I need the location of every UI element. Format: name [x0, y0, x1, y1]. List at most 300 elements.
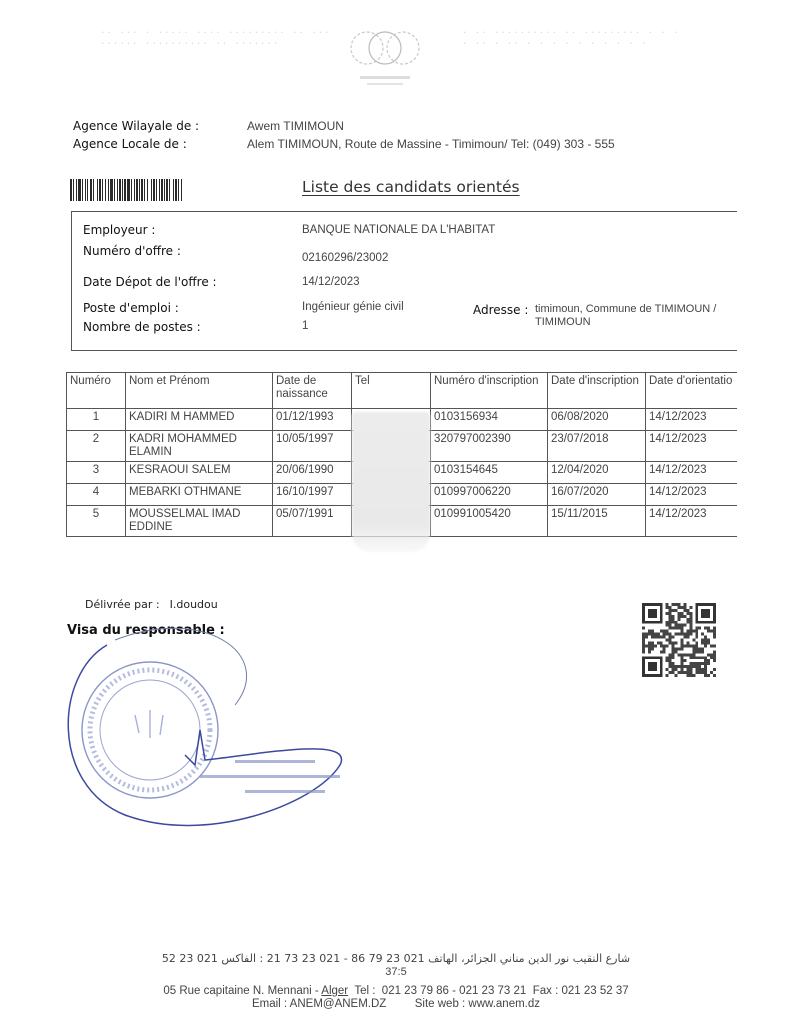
- qr-module: [689, 612, 692, 615]
- qr-module: [704, 665, 707, 668]
- deposit-date-label: Date Dépot de l'offre :: [83, 275, 217, 289]
- cell-orientation-date: 14/12/2023: [646, 409, 737, 431]
- qr-module: [710, 644, 713, 647]
- qr-module: [692, 653, 695, 656]
- cell-birth-date: 05/07/1991: [273, 506, 352, 537]
- qr-module: [666, 630, 669, 633]
- qr-module: [672, 603, 675, 606]
- qr-module: [710, 656, 713, 659]
- qr-module: [686, 636, 689, 639]
- qr-module: [672, 656, 675, 659]
- qr-module: [704, 674, 707, 677]
- footer-french-address: [0, 985, 792, 997]
- deposit-date-value: 14/12/2023: [302, 276, 360, 288]
- cell-numero: 3: [67, 462, 126, 484]
- qr-module: [660, 636, 663, 639]
- qr-module: [666, 633, 669, 636]
- qr-module: [651, 636, 654, 639]
- qr-module: [660, 644, 663, 647]
- qr-module: [686, 668, 689, 671]
- qr-module: [698, 671, 701, 674]
- cell-name: MEBARKI OTHMANE: [126, 484, 273, 506]
- qr-module: [704, 644, 707, 647]
- qr-module: [695, 665, 698, 668]
- qr-module: [675, 609, 678, 612]
- qr-module: [704, 659, 707, 662]
- qr-module: [678, 665, 681, 668]
- qr-finder: [701, 609, 710, 618]
- qr-module: [689, 674, 692, 677]
- qr-module: [704, 668, 707, 671]
- qr-module: [686, 644, 689, 647]
- qr-module: [689, 662, 692, 665]
- qr-module: [680, 630, 683, 633]
- qr-module: [669, 662, 672, 665]
- qr-module: [660, 641, 663, 644]
- qr-module: [669, 624, 672, 627]
- cell-birth-date: 01/12/1993: [273, 409, 352, 431]
- agency-locale-label: Agence Locale de :: [73, 137, 187, 151]
- column-header-tel: Tel: [352, 373, 431, 409]
- qr-module: [672, 627, 675, 630]
- barcode-icon: [70, 179, 270, 201]
- qr-module: [675, 665, 678, 668]
- qr-module: [695, 671, 698, 674]
- qr-module: [701, 647, 704, 650]
- positions-count-label: Nombre de postes :: [83, 320, 201, 334]
- qr-module: [675, 641, 678, 644]
- qr-module: [675, 621, 678, 624]
- qr-module: [663, 647, 666, 650]
- qr-module: [651, 644, 654, 647]
- qr-finder: [648, 609, 657, 618]
- qr-module: [680, 606, 683, 609]
- position-label: Poste d'emploi :: [83, 301, 179, 315]
- qr-module: [669, 633, 672, 636]
- letterhead-left: [100, 28, 330, 50]
- qr-module: [672, 647, 675, 650]
- qr-module: [675, 650, 678, 653]
- qr-module: [680, 659, 683, 662]
- cell-orientation-date: 14/12/2023: [646, 431, 737, 462]
- qr-module: [651, 633, 654, 636]
- qr-module: [669, 653, 672, 656]
- qr-module: [686, 609, 689, 612]
- qr-module: [689, 644, 692, 647]
- qr-module: [675, 603, 678, 606]
- cell-birth-date: 16/10/1997: [273, 484, 352, 506]
- qr-module: [672, 650, 675, 653]
- qr-module: [710, 630, 713, 633]
- footer-web: [0, 998, 792, 1010]
- qr-module: [675, 624, 678, 627]
- qr-module: [683, 659, 686, 662]
- qr-module: [704, 656, 707, 659]
- qr-module: [689, 671, 692, 674]
- qr-module: [680, 662, 683, 665]
- cell-numero: 4: [67, 484, 126, 506]
- qr-module: [648, 630, 651, 633]
- qr-module: [683, 665, 686, 668]
- footer-city: Alger: [321, 985, 349, 997]
- qr-module: [704, 639, 707, 642]
- qr-module: [698, 656, 701, 659]
- qr-module: [648, 644, 651, 647]
- qr-module: [689, 656, 692, 659]
- barcode-bar: [182, 179, 184, 201]
- qr-module: [680, 644, 683, 647]
- cell-numero: 1: [67, 409, 126, 431]
- anem-logo-icon: [345, 26, 425, 92]
- letterhead-left-line: ······ ·········· ·· ·······: [100, 39, 280, 49]
- qr-module: [669, 627, 672, 630]
- cell-inscription-date: 16/07/2020: [548, 484, 646, 506]
- qr-module: [669, 615, 672, 618]
- qr-module: [692, 630, 695, 633]
- qr-module: [680, 615, 683, 618]
- qr-module: [680, 639, 683, 642]
- qr-module: [713, 653, 716, 656]
- footer-website: Site web : www.anem.dz: [414, 998, 541, 1010]
- qr-module: [648, 641, 651, 644]
- qr-module: [654, 633, 657, 636]
- qr-module: [713, 656, 716, 659]
- qr-module: [663, 630, 666, 633]
- qr-module: [680, 633, 683, 636]
- qr-module: [680, 627, 683, 630]
- footer-email: Email : ANEM@ANEM.DZ: [251, 998, 387, 1010]
- qr-module: [672, 671, 675, 674]
- qr-module: [704, 671, 707, 674]
- qr-module: [683, 624, 686, 627]
- qr-module: [683, 603, 686, 606]
- qr-module: [713, 630, 716, 633]
- cell-inscription-number: 0103156934: [431, 409, 548, 431]
- qr-module: [689, 627, 692, 630]
- qr-module: [686, 630, 689, 633]
- qr-module: [707, 639, 710, 642]
- qr-module: [707, 641, 710, 644]
- qr-module: [686, 641, 689, 644]
- footer-address-prefix: 05 Rue capitaine N. Mennani -: [163, 985, 322, 997]
- qr-module: [695, 647, 698, 650]
- qr-module: [669, 639, 672, 642]
- letterhead-right: [462, 28, 680, 50]
- qr-module: [698, 627, 701, 630]
- qr-module: [701, 656, 704, 659]
- qr-module: [675, 633, 678, 636]
- qr-module: [692, 650, 695, 653]
- qr-module: [678, 647, 681, 650]
- qr-module: [707, 662, 710, 665]
- qr-module: [713, 644, 716, 647]
- qr-module: [689, 668, 692, 671]
- qr-module: [689, 606, 692, 609]
- qr-module: [678, 633, 681, 636]
- column-header-inscription-date: Date d'inscription: [548, 373, 646, 409]
- qr-module: [678, 624, 681, 627]
- qr-module: [686, 665, 689, 668]
- qr-module: [680, 641, 683, 644]
- qr-module: [692, 644, 695, 647]
- qr-module: [666, 621, 669, 624]
- qr-module: [701, 639, 704, 642]
- qr-module: [704, 627, 707, 630]
- qr-module: [648, 647, 651, 650]
- qr-module: [692, 674, 695, 677]
- qr-module: [669, 656, 672, 659]
- qr-module: [695, 650, 698, 653]
- qr-module: [695, 656, 698, 659]
- qr-module: [672, 665, 675, 668]
- qr-module: [689, 618, 692, 621]
- offer-number-value: 02160296/23002: [302, 252, 389, 264]
- qr-module: [713, 674, 716, 677]
- qr-module: [666, 644, 669, 647]
- qr-module: [689, 615, 692, 618]
- qr-module: [680, 647, 683, 650]
- cell-name: KADRI MOHAMMED ELAMIN: [126, 431, 273, 462]
- qr-module: [672, 618, 675, 621]
- qr-module: [669, 665, 672, 668]
- qr-module: [707, 627, 710, 630]
- qr-code-icon: [641, 603, 717, 677]
- qr-module: [678, 627, 681, 630]
- qr-module: [686, 674, 689, 677]
- cell-name: MOUSSELMAL IMAD EDDINE: [126, 506, 273, 537]
- qr-module: [686, 618, 689, 621]
- qr-module: [707, 630, 710, 633]
- qr-module: [678, 612, 681, 615]
- qr-module: [707, 674, 710, 677]
- qr-module: [689, 633, 692, 636]
- qr-module: [642, 636, 645, 639]
- qr-module: [692, 662, 695, 665]
- qr-module: [695, 662, 698, 665]
- qr-module: [645, 644, 648, 647]
- address-value: timimoun, Commune de TIMIMOUN / TIMIMOUN: [535, 303, 717, 328]
- qr-module: [683, 606, 686, 609]
- document-title: Liste des candidats orientés: [302, 178, 520, 196]
- qr-module: [669, 659, 672, 662]
- cell-inscription-date: 23/07/2018: [548, 431, 646, 462]
- cell-birth-date: 20/06/1990: [273, 462, 352, 484]
- cell-numero: 2: [67, 431, 126, 462]
- qr-module: [666, 603, 669, 606]
- qr-module: [642, 650, 645, 653]
- qr-module: [642, 627, 645, 630]
- qr-module: [692, 665, 695, 668]
- qr-module: [683, 671, 686, 674]
- tel-redaction-blur: [352, 412, 430, 552]
- qr-module: [669, 671, 672, 674]
- qr-module: [695, 630, 698, 633]
- qr-module: [666, 674, 669, 677]
- qr-module: [689, 621, 692, 624]
- qr-module: [686, 653, 689, 656]
- column-header-inscription-number: Numéro d'inscription: [431, 373, 548, 409]
- cell-inscription-date: 12/04/2020: [548, 462, 646, 484]
- qr-module: [672, 653, 675, 656]
- qr-module: [642, 639, 645, 642]
- qr-module: [660, 630, 663, 633]
- qr-module: [666, 656, 669, 659]
- qr-module: [680, 656, 683, 659]
- footer-arabic-address: شارع النقيب نور الدين مناني الجزائر، الهاتف 021 23 79 86 - 021 23 73 21 : الفاكس 021 23 52: [161, 952, 631, 965]
- cell-inscription-date: 06/08/2020: [548, 409, 646, 431]
- qr-module: [642, 644, 645, 647]
- qr-module: [669, 618, 672, 621]
- qr-module: [689, 624, 692, 627]
- qr-module: [710, 653, 713, 656]
- letterhead-right-line: · ·· ·········· ·· ········· · · ·: [462, 28, 680, 38]
- address-label: Adresse :: [473, 303, 529, 317]
- qr-module: [672, 644, 675, 647]
- qr-module: [689, 665, 692, 668]
- qr-module: [695, 668, 698, 671]
- qr-module: [645, 633, 648, 636]
- qr-module: [680, 624, 683, 627]
- qr-module: [713, 633, 716, 636]
- qr-module: [698, 647, 701, 650]
- qr-module: [642, 647, 645, 650]
- qr-module: [680, 671, 683, 674]
- qr-module: [713, 650, 716, 653]
- qr-module: [651, 630, 654, 633]
- qr-module: [698, 665, 701, 668]
- cell-inscription-number: 320797002390: [431, 431, 548, 462]
- qr-module: [666, 659, 669, 662]
- delivered-by: [85, 598, 218, 611]
- qr-module: [669, 641, 672, 644]
- visa-label: Visa du responsable :: [67, 623, 225, 638]
- qr-module: [666, 639, 669, 642]
- qr-module: [686, 621, 689, 624]
- qr-module: [689, 630, 692, 633]
- qr-module: [683, 644, 686, 647]
- qr-module: [669, 636, 672, 639]
- qr-module: [672, 662, 675, 665]
- qr-module: [707, 653, 710, 656]
- qr-module: [678, 618, 681, 621]
- official-stamp-icon: [55, 615, 355, 845]
- delivered-by-value: I.doudou: [169, 598, 218, 611]
- cell-numero: 5: [67, 506, 126, 537]
- qr-module: [666, 624, 669, 627]
- qr-module: [669, 606, 672, 609]
- qr-module: [672, 636, 675, 639]
- qr-module: [666, 612, 669, 615]
- qr-module: [701, 671, 704, 674]
- qr-module: [704, 641, 707, 644]
- qr-module: [675, 647, 678, 650]
- qr-module: [663, 650, 666, 653]
- qr-module: [651, 641, 654, 644]
- qr-module: [683, 609, 686, 612]
- qr-module: [651, 647, 654, 650]
- qr-module: [663, 633, 666, 636]
- qr-module: [657, 633, 660, 636]
- qr-module: [692, 647, 695, 650]
- agency-wilayale-label: Agence Wilayale de :: [73, 119, 200, 133]
- qr-module: [713, 659, 716, 662]
- qr-module: [680, 612, 683, 615]
- qr-module: [686, 633, 689, 636]
- qr-module: [678, 671, 681, 674]
- qr-module: [701, 641, 704, 644]
- qr-module: [695, 636, 698, 639]
- qr-module: [692, 656, 695, 659]
- cell-inscription-number: 0103154645: [431, 462, 548, 484]
- qr-module: [710, 671, 713, 674]
- qr-module: [701, 662, 704, 665]
- qr-module: [683, 653, 686, 656]
- qr-module: [686, 612, 689, 615]
- cell-inscription-date: 15/11/2015: [548, 506, 646, 537]
- qr-module: [680, 665, 683, 668]
- qr-module: [713, 627, 716, 630]
- qr-module: [704, 662, 707, 665]
- qr-module: [648, 650, 651, 653]
- qr-module: [695, 644, 698, 647]
- qr-module: [654, 644, 657, 647]
- qr-module: [713, 668, 716, 671]
- qr-module: [657, 641, 660, 644]
- qr-module: [695, 641, 698, 644]
- qr-module: [675, 674, 678, 677]
- qr-module: [678, 606, 681, 609]
- qr-module: [672, 609, 675, 612]
- cell-orientation-date: 14/12/2023: [646, 506, 737, 537]
- qr-module: [701, 633, 704, 636]
- qr-module: [642, 633, 645, 636]
- qr-module: [672, 641, 675, 644]
- qr-module: [666, 606, 669, 609]
- qr-module: [678, 615, 681, 618]
- footer-contacts: Tel : 021 23 79 86 - 021 23 73 21 Fax : 021 23 52 37: [348, 985, 629, 997]
- qr-module: [683, 636, 686, 639]
- employer-label: Employeur :: [83, 223, 156, 237]
- qr-module: [707, 659, 710, 662]
- qr-module: [698, 662, 701, 665]
- positions-count-value: 1: [302, 320, 309, 332]
- cell-name: KESRAOUI SALEM: [126, 462, 273, 484]
- qr-module: [692, 639, 695, 642]
- cell-inscription-number: 010997006220: [431, 484, 548, 506]
- column-header-numero: Numéro: [67, 373, 126, 409]
- qr-module: [672, 668, 675, 671]
- qr-module: [672, 621, 675, 624]
- qr-module: [678, 603, 681, 606]
- qr-module: [678, 653, 681, 656]
- qr-module: [698, 668, 701, 671]
- qr-module: [701, 650, 704, 653]
- qr-module: [654, 636, 657, 639]
- cell-birth-date: 10/05/1997: [273, 431, 352, 462]
- column-header-orientation-date: Date d'orientatio: [646, 373, 737, 409]
- qr-module: [663, 644, 666, 647]
- qr-module: [713, 636, 716, 639]
- qr-module: [680, 668, 683, 671]
- qr-module: [683, 633, 686, 636]
- letterhead-right-line: · ·· · ·· · · · · · · · · · ·: [462, 39, 648, 49]
- cell-inscription-number: 010991005420: [431, 506, 548, 537]
- qr-module: [642, 641, 645, 644]
- qr-module: [698, 650, 701, 653]
- cell-orientation-date: 14/12/2023: [646, 462, 737, 484]
- delivered-by-label: Délivrée par :: [85, 598, 160, 611]
- qr-finder: [648, 662, 657, 671]
